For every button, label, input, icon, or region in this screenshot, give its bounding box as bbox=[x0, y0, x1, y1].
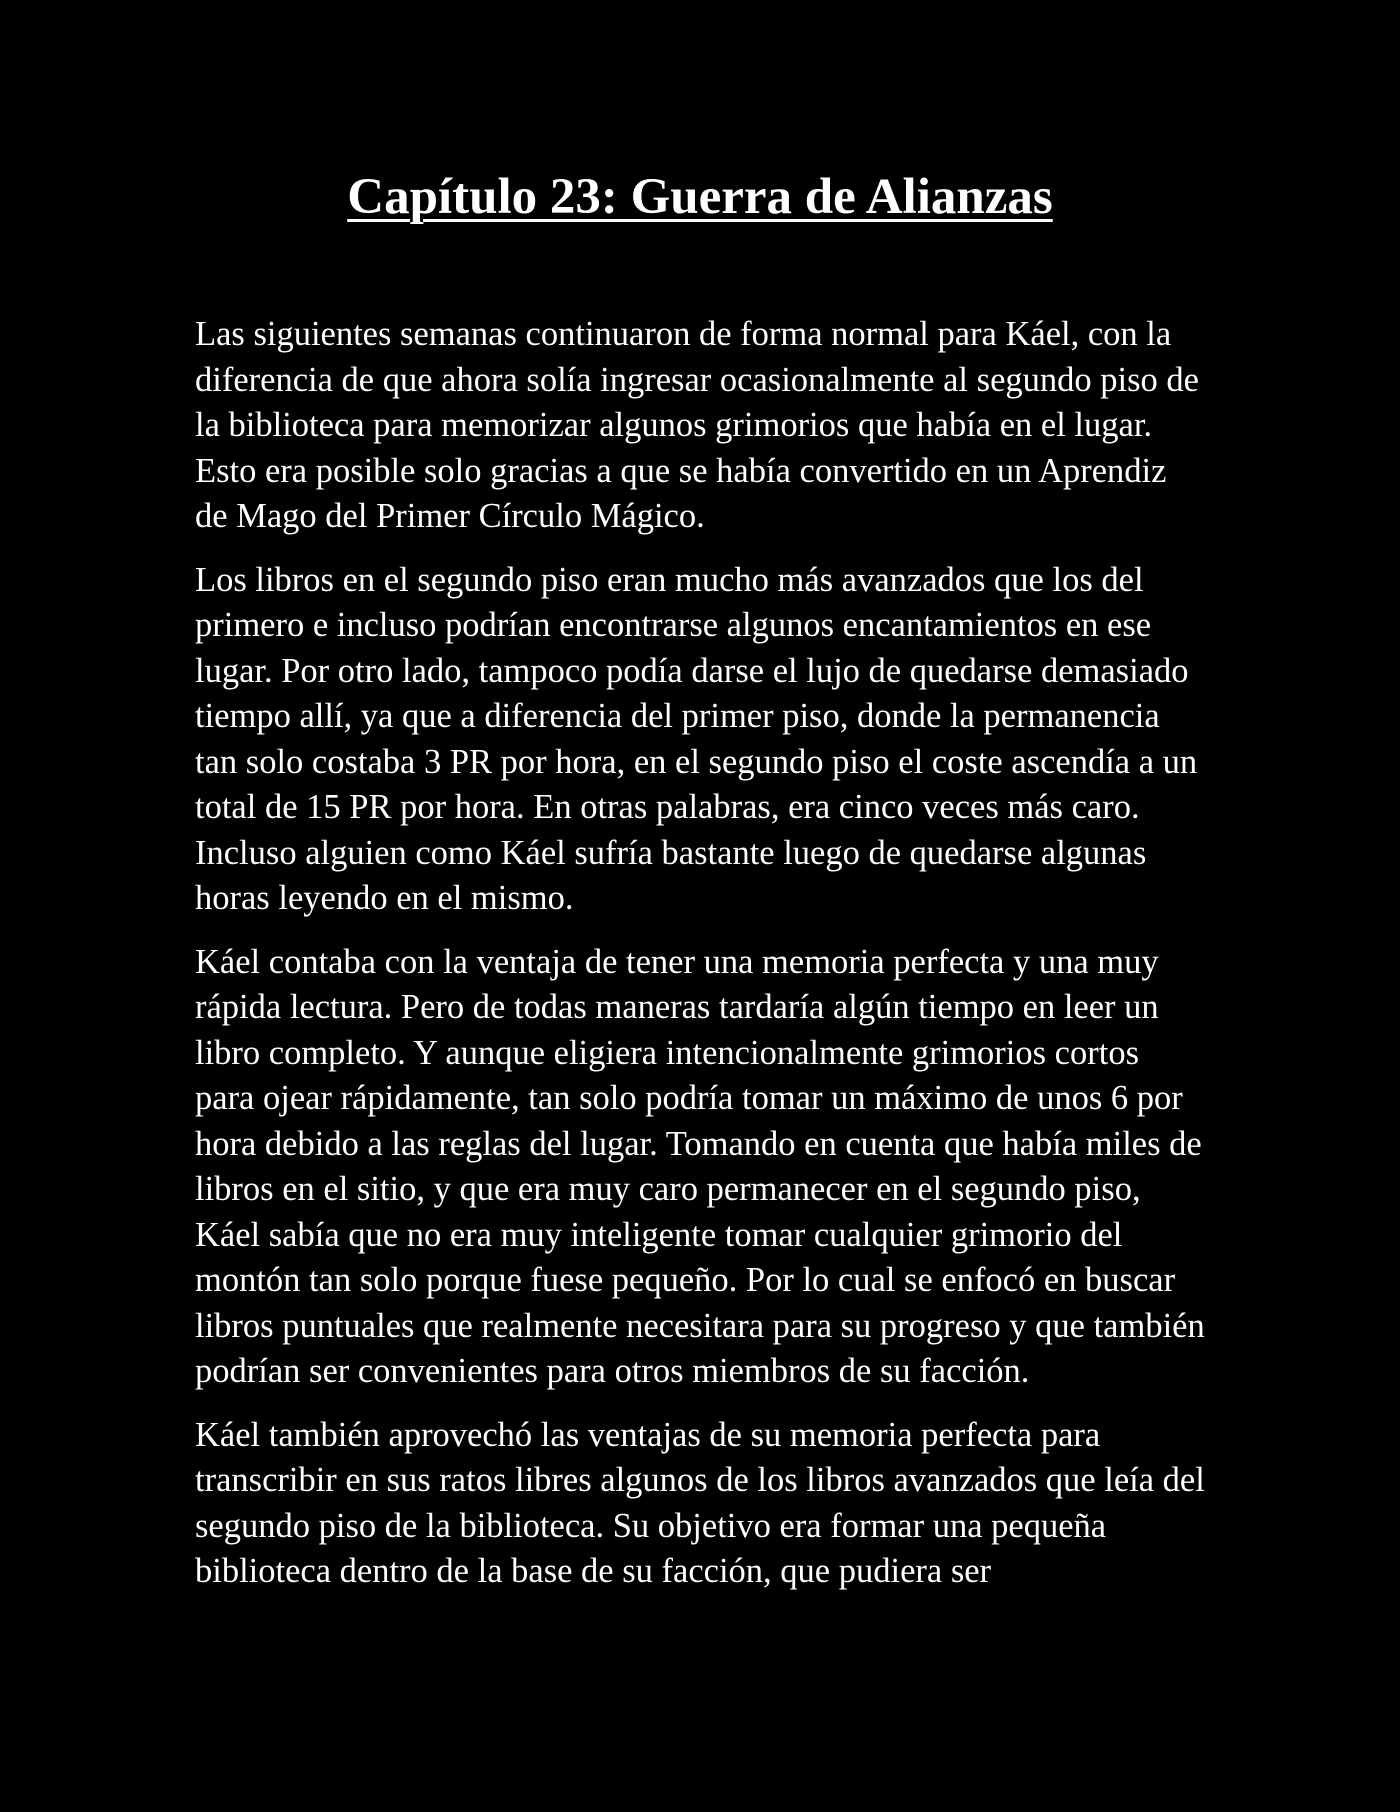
paragraph-4: Káel también aprovechó las ventajas de su memoria perfecta para transcribir en sus ratos libres algunos de los libros avanzados que leía del segundo piso de la biblioteca. Su objetivo era formar una pequeña biblioteca dentro de la base de su facción, que pudiera ser bbox=[195, 1415, 1205, 1590]
paragraph-1: Las siguientes semanas continuaron de forma normal para Káel, con la diferencia de que ahora solía ingresar ocasionalmente al segundo piso de la biblioteca para memorizar algunos grimorios que había en el lugar. Esto era posible solo gracias a que se había convertido en un Aprendiz de Mago del Primer Círculo Mágico. bbox=[195, 315, 1199, 535]
chapter-title: Capítulo 23: Guerra de Alianzas bbox=[347, 169, 1053, 225]
paragraph-2: Los libros en el segundo piso eran mucho más avanzados que los del primero e incluso podrían encontrarse algunos encantamientos en ese lugar. Por otro lado, tampoco podía darse el lujo de quedarse demasiado tiempo allí, ya que a diferencia del primer piso, donde la permanencia tan solo costaba 3 PR por hora, en el segundo piso el coste ascendía a un total de 15 PR por hora. En otras palabras, era cinco veces más caro. Incluso alguien como Káel sufría bastante luego de quedarse algunas horas leyendo en el mismo. bbox=[195, 560, 1198, 917]
chapter-body bbox=[195, 312, 1205, 1595]
paragraph-3: Káel contaba con la ventaja de tener una memoria perfecta y una muy rápida lectura. Pero de todas maneras tardaría algún tiempo en leer un libro completo. Y aunque eligiera intencionalmente grimorios cortos para ojear rápidamente, tan solo podría tomar un máximo de unos 6 por hora debido a las reglas del lugar. Tomando en cuenta que había miles de libros en el sitio, y que era muy caro permanecer en el segundo piso, Káel sabía que no era muy inteligente tomar cualquier grimorio del montón tan solo porque fuese pequeño. Por lo cual se enfocó en buscar libros puntuales que realmente necesitara para su progreso y que también podrían ser convenientes para otros miembros de su facción. bbox=[195, 942, 1205, 1390]
